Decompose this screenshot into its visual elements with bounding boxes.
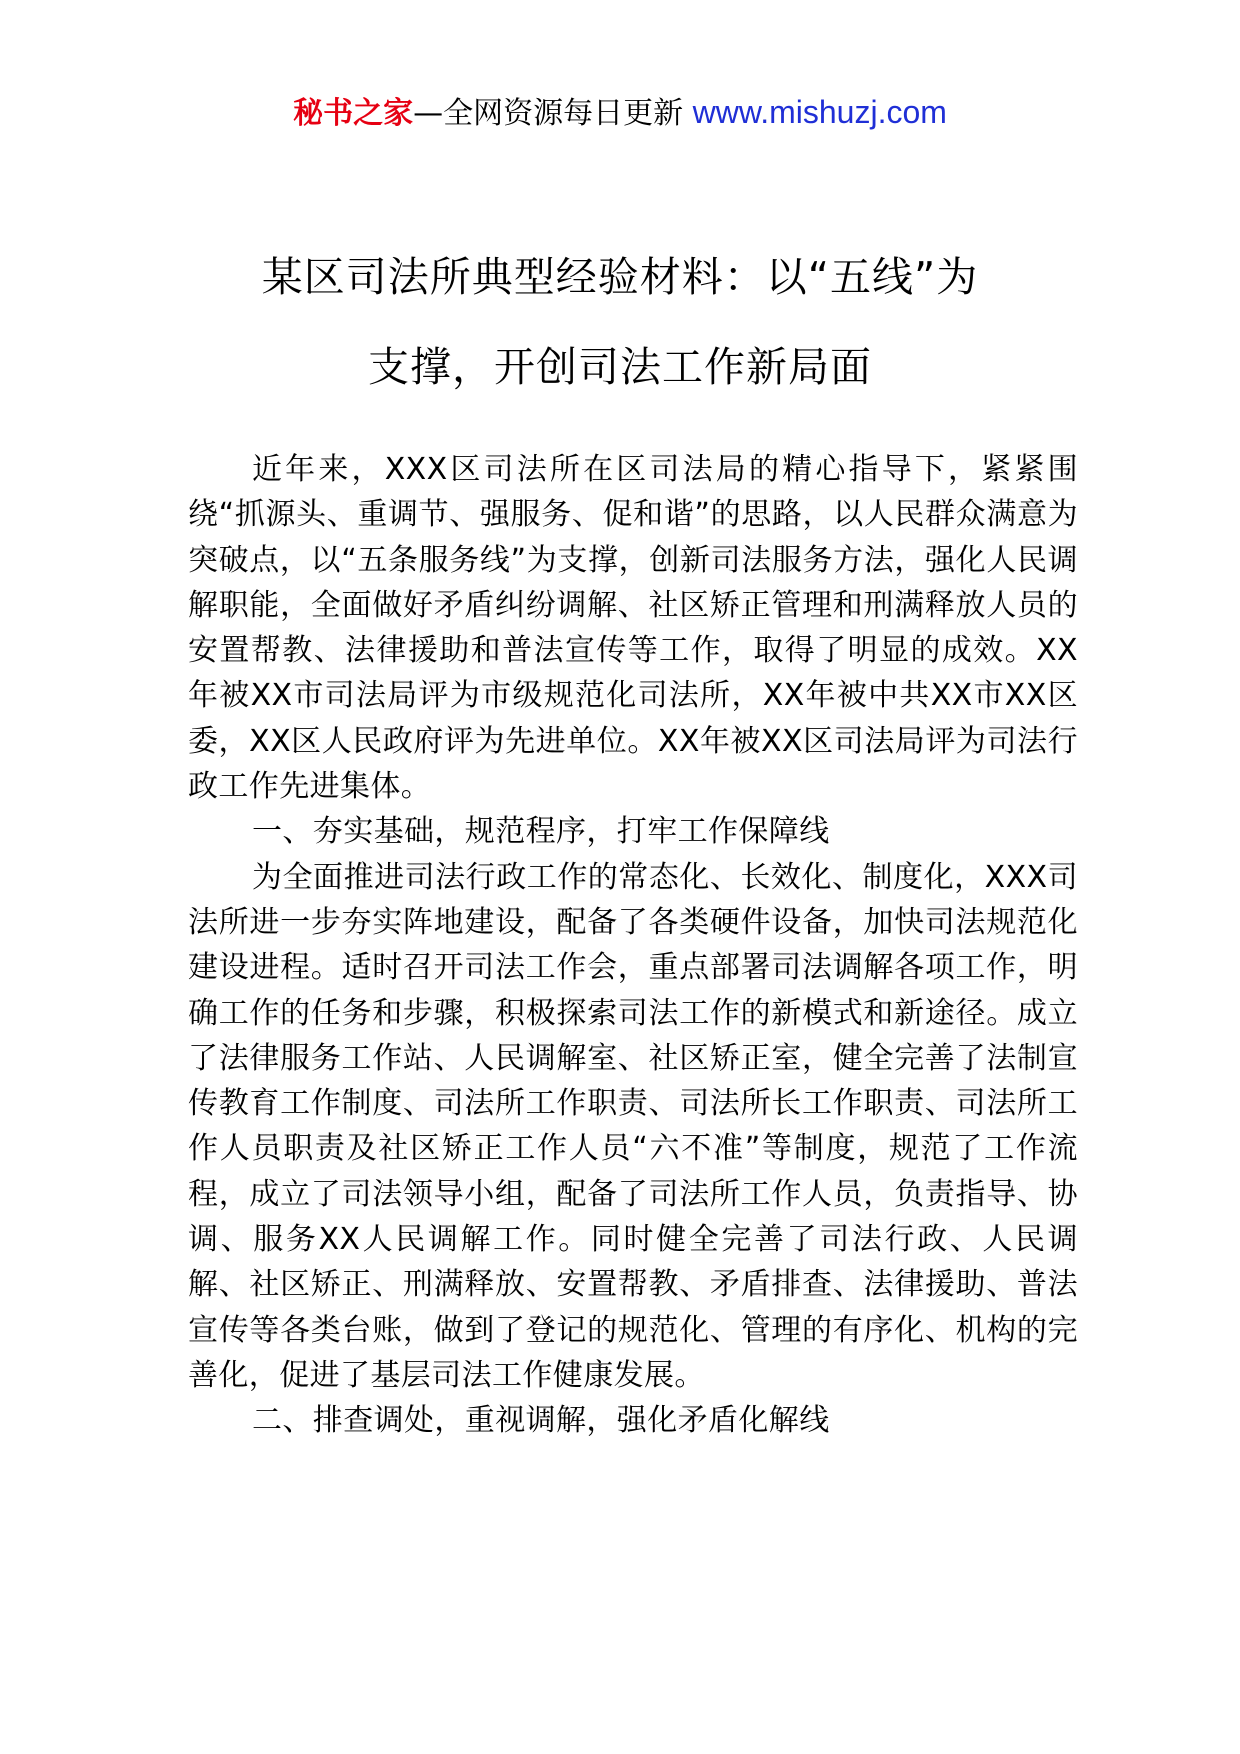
section-heading-1: 一、夯实基础，规范程序，打牢工作保障线 xyxy=(252,814,830,850)
intro-paragraph: 近年来，XXX区司法所在区司法局的精心指导下，紧紧围绕“抓源头、重调节、强服务、促和谐”的思路，以人民群众满意为突破点，以“五条服务线”为支撑，创新司法服务方法，强化人民调解职能，全面做好矛盾纠纷调解、社区矫正管理和刑满释放人员的安置帮教、法律援助和普法宣传等工作，取得了明显的成效。XX年被XX市司法局评为市级规范化司法所，XX年被中共XX市XX区委，XX区人民政府评为先进单位。XX年被XX区司法局评为司法行政工作先进集体。 xyxy=(188,452,1078,805)
site-tagline: —全网资源每日更新 xyxy=(413,96,684,131)
site-banner xyxy=(0,92,1240,134)
site-name: 秘书之家 xyxy=(293,96,414,131)
site-url-link[interactable]: www.mishuzj.com xyxy=(692,94,947,130)
section-1-paragraph: 为全面推进司法行政工作的常态化、长效化、制度化，XXX司法所进一步夯实阵地建设，配备了各类硬件设备，加快司法规范化建设进程。适时召开司法工作会，重点部署司法调解各项工作，明确工作的任务和步骤，积极探索司法工作的新模式和新途径。成立了法律服务工作站、人民调解室、社区矫正室，健全完善了法制宣传教育工作制度、司法所工作职责、司法所长工作职责、司法所工作人员职责及社区矫正工作人员“六不准”等制度，规范了工作流程，成立了司法领导小组，配备了司法所工作人员，负责指导、协调、服务XX人民调解工作。同时健全完善了司法行政、人民调解、社区矫正、刑满释放、安置帮教、矛盾排查、法律援助、普法宣传等各类台账，做到了登记的规范化、管理的有序化、机构的完善化，促进了基层司法工作健康发展。 xyxy=(188,859,1078,1393)
section-heading-2: 二、排查调处，重视调解，强化矛盾化解线 xyxy=(252,1403,830,1439)
document-body xyxy=(188,447,1078,1444)
document-title-line-1: 某区司法所典型经验材料：以“五线”为 xyxy=(261,253,979,301)
document-title-line-2: 支撑，开创司法工作新局面 xyxy=(368,343,872,391)
document-title xyxy=(150,232,1090,412)
